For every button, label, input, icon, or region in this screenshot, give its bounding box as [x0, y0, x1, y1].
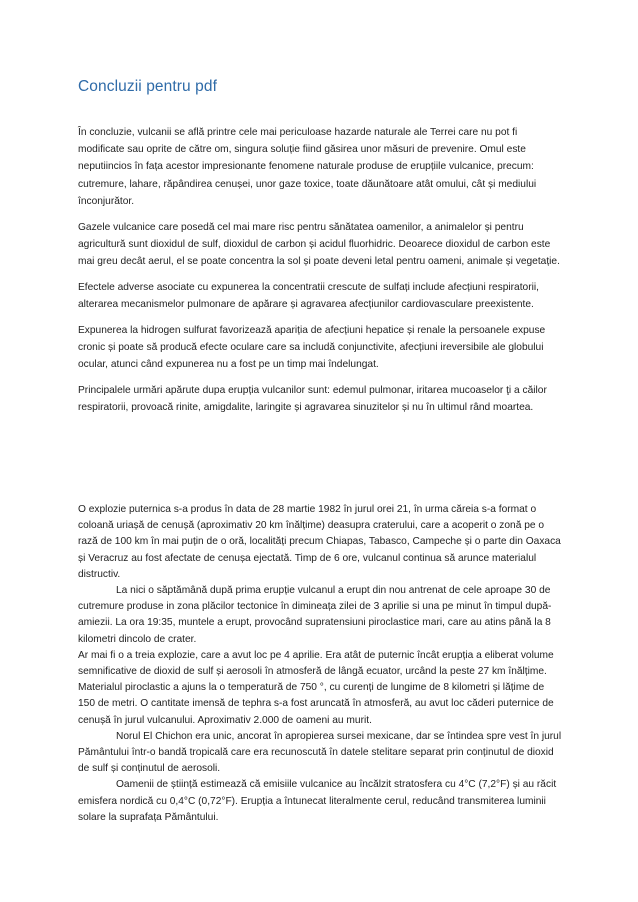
paragraph: Ar mai fi o a treia explozie, care a avut loc pe 4 aprilie. Era atât de puternic încât erupția a eliberat volume semnificative de dioxid de sulf și aerosoli în atmosferă de lângă ecuator, urcând la peste 27 km înălțime. Materialul piroclastic a ajuns la o temperatură de 750 °, cu curenți de lungime de 8 kilometri și lățime de 150 de metri. O cantitate imensă de tephra s-a fost aruncată în atmosferă, au avut loc căderi puternice de cenușă în jurul vulcanului. Aproximativ 2.000 de oameni au murit.	[78, 649, 554, 726]
paragraph: Efectele adverse asociate cu expunerea la concentratii crescute de sulfați include afecțiuni respiratorii, alterarea mecanismelor pulmonare de apărare și agravarea afecțiunilor cardiovasculare preexistente.	[78, 281, 539, 310]
document-title: Concluzii pentru pdf	[78, 78, 217, 95]
eruption-section	[78, 502, 562, 826]
paragraph: Oamenii de știință estimează că emisiile vulcanice au încălzit stratosfera cu 4°C (7,2°F) și au răcit emisfera nordică cu 0,4°C (0,72°F). Erupția a întunecat literalmente cerul, reducând transmiterea luminii solare la suprafața Pământului.	[78, 779, 557, 823]
paragraph: Gazele vulcanice care posedă cel mai mare risc pentru sănătatea oamenilor, a animalelor și pentru agricultură sunt dioxidul de sulf, dioxidul de carbon și acidul fluorhidric. Deoarece dioxidul de carbon este mai greu decât aerul, el se poate concentra la sol și poate deveni letal pentru oameni, animale și vegetație.	[78, 221, 560, 267]
paragraph: Expunerea la hidrogen sulfurat favorizează apariția de afecțiuni hepatice și renale la persoanele expuse cronic și poate să producă efecte oculare care sa includă conjunctivite, afecțiuni ireversibile ale globului ocular, atunci când expunerea nu a fost pe un timp mai îndelungat.	[78, 324, 546, 370]
paragraph: La nici o săptămână după prima erupție vulcanul a erupt din nou antrenat de cele aproape 30 de cutremure produse in zona plăcilor tectonice în dimineața zilei de 3 aprilie si una pe minut în timpul după-amiezii. La ora 19:35, muntele a erupt, provocând supratensiuni piroclastice mari, care au atins până la 8 kilometri dincolo de crater.	[78, 585, 552, 645]
conclusions-section	[78, 124, 562, 425]
paragraph: O explozie puternica s-a produs în data de 28 martie 1982 în jurul orei 21, în urma căreia s-a format o coloană uriașă de cenușă (aproximativ 20 km înălțime) deasupra craterului, care a acoperit o zonă pe o rază de 100 km în mai puțin de o oră, localități precum Chiapas, Tabasco, Campeche și o parte din Oaxaca și Veracruz au fost afectate de cenușa ejectată. Timp de 6 ore, vulcanul continua să arunce materialul distructiv.	[78, 504, 561, 580]
paragraph: Norul El Chichon era unic, ancorat în apropierea sursei mexicane, dar se întindea spre vest în jurul Pământului într-o bandă tropicală care era recunoscută în datele stelitare separat prin conținutul de dioxid de sulf și conținutul de aerosoli.	[78, 730, 562, 775]
paragraph: Principalele urmări apărute dupa erupția vulcanilor sunt: edemul pulmonar, iritarea mucoaselor ţi a căilor respiratorii, provoacă rinite, amigdalite, laringite și agravarea sinuzitelor și nu în ultimul rând moartea.	[78, 384, 547, 413]
paragraph: În concluzie, vulcanii se află printre cele mai periculoase hazarde naturale ale Terrei care nu pot fi modificate sau oprite de către om, singura soluție fiind găsirea unor măsuri de prevenire. Omul este neputiincios în fața acestor impresionante fenomene naturale produse de erupțiile vulcanice, precum: cutremure, lahare, răpândirea cenușei, unor gaze toxice, toate dăunătoare atât omului, cât și mediului înconjurător.	[78, 127, 537, 207]
